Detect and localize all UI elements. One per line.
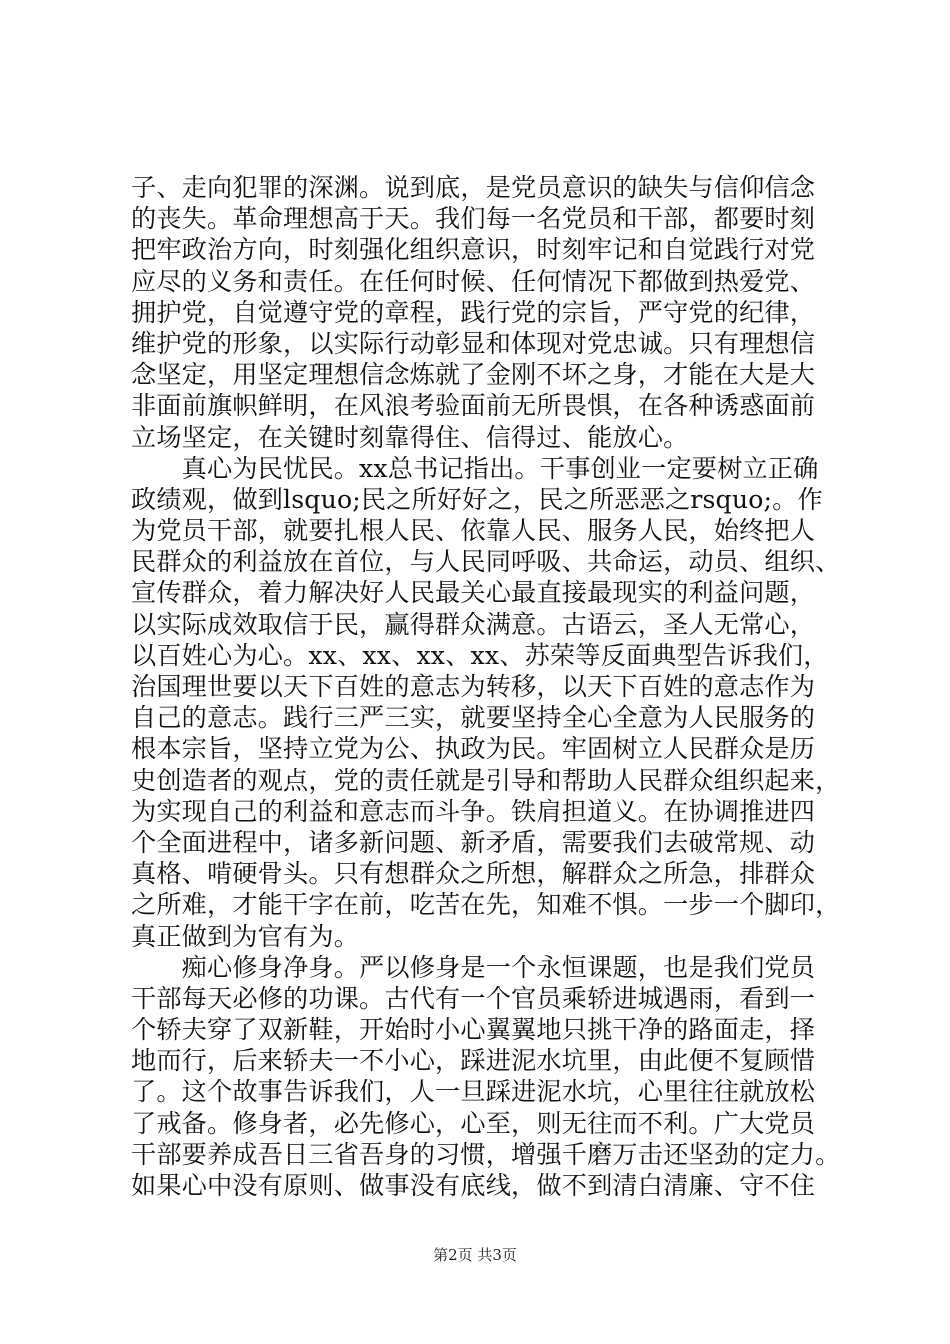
text-line: 自己的意志。践行三严三实，就要坚持全心全意为人民服务的	[131, 703, 816, 733]
page-footer: 第2页 共3页	[433, 1246, 517, 1264]
text-line: 痴心修身净身。严以修身是一个永恒课题，也是我们党员	[131, 952, 816, 982]
text-line: 地而行，后来轿夫一不小心，踩进泥水坑里，由此便不复顾惜	[131, 1046, 816, 1076]
text-line: 真格、啃硬骨头。只有想群众之所想，解群众之所急，排群众	[131, 859, 816, 889]
text-line: 立场坚定，在关键时刻靠得住、信得过、能放心。	[131, 422, 689, 452]
text-line: 维护党的形象，以实际行动彰显和体现对党忠诚。只有理想信	[131, 328, 816, 358]
text-line: 的丧失。革命理想高于天。我们每一名党员和干部，都要时刻	[131, 204, 816, 234]
text-line: 宣传群众，着力解决好人民最关心最直接最现实的利益问题，	[131, 578, 816, 608]
text-line: 念坚定，用坚定理想信念炼就了金刚不坏之身，才能在大是大	[131, 360, 816, 390]
text-line: 如果心中没有原则、做事没有底线，做不到清白清廉、守不住	[131, 1171, 816, 1200]
text-line: 根本宗旨，坚持立党为公、执政为民。牢固树立人民群众是历	[131, 734, 816, 764]
text-line: 子、走向犯罪的深渊。说到底，是党员意识的缺失与信仰信念	[131, 173, 816, 202]
text-line: 个全面进程中，诸多新问题、新矛盾，需要我们去破常规、动	[131, 827, 816, 857]
text-line: 民群众的利益放在首位，与人民同呼吸、共命运，动员、组织、	[131, 547, 841, 577]
text-line: 应尽的义务和责任。在任何时候、任何情况下都做到热爱党、	[131, 266, 816, 296]
text-line: 干部要养成吾日三省吾身的习惯，增强千磨万击还坚劲的定力。	[131, 1139, 841, 1169]
text-line: 政绩观，做到lsquo;民之所好好之，民之所恶恶之rsquo;。作	[131, 484, 823, 514]
text-line: 非面前旗帜鲜明，在风浪考验面前无所畏惧，在各种诱惑面前	[131, 391, 816, 421]
text-line: 了戒备。修身者，必先修心，心至，则无往而不利。广大党员	[131, 1108, 816, 1138]
text-line: 真正做到为官有为。	[131, 921, 360, 951]
text-line: 把牢政治方向，时刻强化组织意识，时刻牢记和自觉践行对党	[131, 235, 816, 265]
text-line: 干部每天必修的功课。古代有一个官员乘轿进城遇雨，看到一	[131, 983, 816, 1013]
text-line: 治国理世要以天下百姓的意志为转移，以天下百姓的意志作为	[131, 672, 816, 701]
text-line: 拥护党，自觉遵守党的章程，践行党的宗旨，严守党的纪律，	[131, 297, 816, 327]
text-line: 了。这个故事告诉我们，人一旦踩进泥水坑，心里往往就放松	[131, 1077, 816, 1107]
text-line: 之所难，才能干字在前，吃苦在先，知难不惧。一步一个脚印，	[131, 890, 841, 920]
text-line: 以百姓心为心。xx、xx、xx、xx、苏荣等反面典型告诉我们，	[131, 640, 829, 670]
text-line: 真心为民忧民。xx总书记指出。干事创业一定要树立正确	[131, 453, 819, 483]
text-line: 个轿夫穿了双新鞋，开始时小心翼翼地只挑干净的路面走，择	[131, 1015, 816, 1045]
text-line: 以实际成效取信于民，赢得群众满意。古语云，圣人无常心，	[131, 609, 816, 639]
text-line: 史创造者的观点，党的责任就是引导和帮助人民群众组织起来，	[131, 765, 841, 795]
body-text	[131, 172, 841, 1201]
text-line: 为党员干部，就要扎根人民、依靠人民、服务人民，始终把人	[131, 516, 816, 546]
text-line: 为实现自己的利益和意志而斗争。铁肩担道义。在协调推进四	[131, 796, 816, 826]
